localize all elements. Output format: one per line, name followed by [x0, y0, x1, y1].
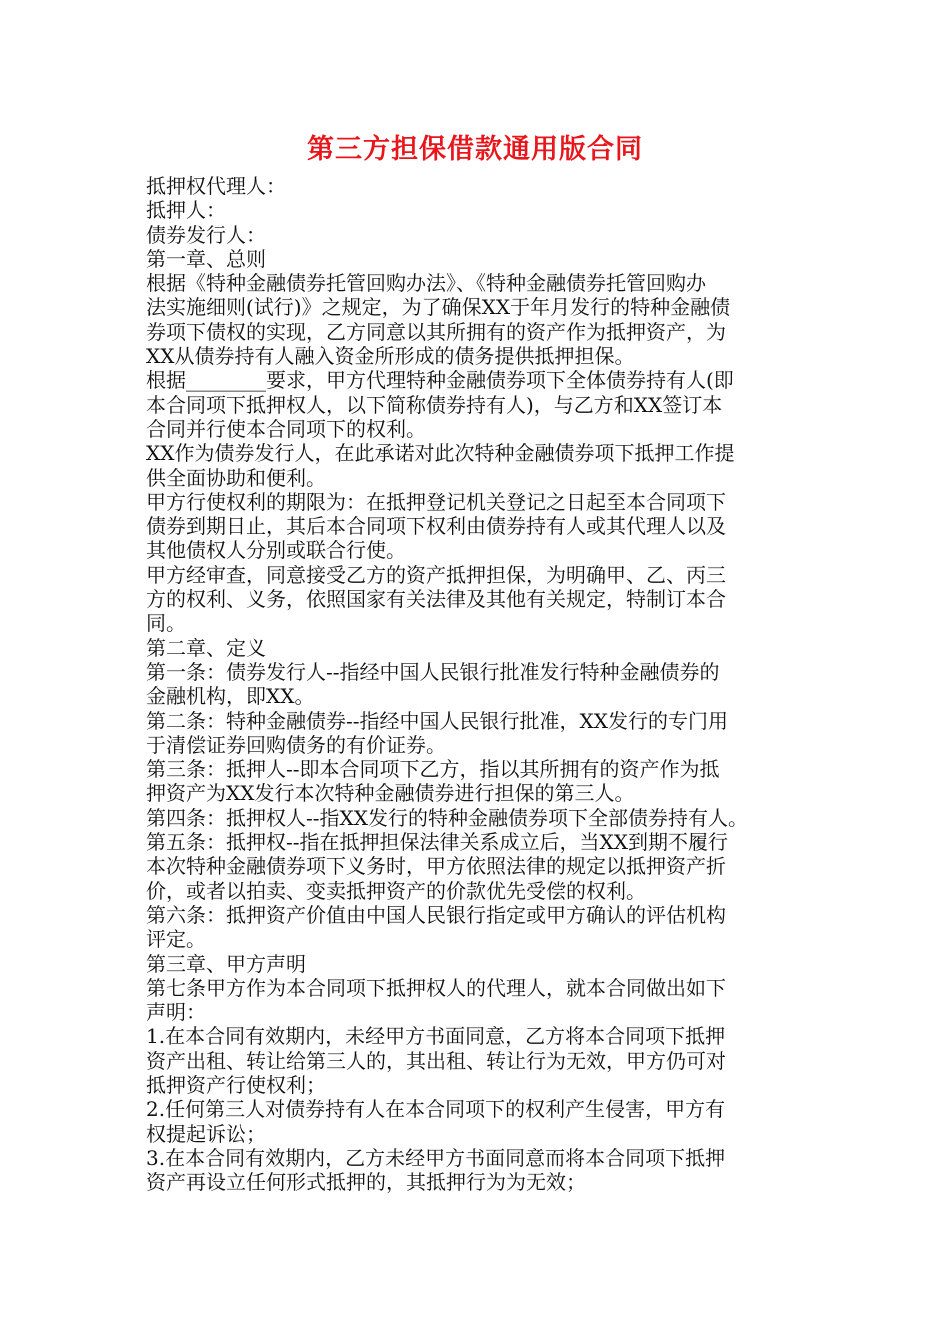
- text-line: 第三条：抵押人--即本合同项下乙方，指以其所拥有的资产作为抵: [146, 757, 720, 782]
- text-line: 抵押资产行使权利；: [146, 1072, 326, 1097]
- text-line: 同。: [146, 611, 186, 636]
- text-line: 债券发行人：: [146, 222, 266, 247]
- text-line: 法实施细则(试行)》之规定，为了确保XX于年月发行的特种金融债: [146, 295, 731, 320]
- text-line: 于清偿证券回购债务的有价证券。: [146, 732, 446, 757]
- text-line: 甲方行使权利的期限为：在抵押登记机关登记之日起至本合同项下: [146, 489, 726, 514]
- text-line: XX作为债券发行人，在此承诺对此次特种金融债券项下抵押工作提: [146, 441, 735, 466]
- text-line: 债券到期日止，其后本合同项下权利由债券持有人或其代理人以及: [146, 514, 726, 539]
- text-line: 第四条：抵押权人--指XX发行的特种金融债券项下全部债券持有人。: [146, 805, 748, 830]
- text-line: 第一条：债券发行人--指经中国人民银行批准发行特种金融债券的: [146, 659, 720, 684]
- text-line: 本次特种金融债券项下义务时，甲方依照法律的规定以抵押资产折: [146, 854, 726, 879]
- text-line: 抵押人：: [146, 198, 226, 223]
- text-line: 其他债权人分别或联合行使。: [146, 538, 406, 563]
- text-line: 第五条：抵押权--指在抵押担保法律关系成立后，当XX到期不履行: [146, 830, 728, 855]
- text-line: 1.在本合同有效期内，未经甲方书面同意，乙方将本合同项下抵押: [146, 1024, 726, 1049]
- text-line: 权提起诉讼；: [146, 1121, 266, 1146]
- text-line: 资产出租、转让给第三人的，其出租、转让行为无效，甲方仍可对: [146, 1048, 726, 1073]
- text-line: 本合同项下抵押权人，以下简称债券持有人)，与乙方和XX签订本: [146, 392, 723, 417]
- text-line: 第七条甲方作为本合同项下抵押权人的代理人，就本合同做出如下: [146, 975, 726, 1000]
- document-title: 第三方担保借款通用版合同: [307, 134, 643, 165]
- text-line: XX从债券持有人融入资金所形成的债务提供抵押担保。: [146, 344, 635, 369]
- text-line: 评定。: [146, 927, 206, 952]
- text-line: 价，或者以拍卖、变卖抵押资产的价款优先受偿的权利。: [146, 878, 646, 903]
- text-line: 第二章、定义: [146, 635, 266, 660]
- text-line: 第一章、总则: [146, 246, 266, 271]
- text-line: 抵押权代理人：: [146, 174, 286, 198]
- text-line: 根据________要求，甲方代理特种金融债券项下全体债券持有人(即: [146, 368, 734, 393]
- text-line: 第二条：特种金融债券--指经中国人民银行批准，XX发行的专门用: [146, 708, 728, 733]
- text-line: 押资产为XX发行本次特种金融债券进行担保的第三人。: [146, 781, 635, 806]
- text-line: 2.任何第三人对债券持有人在本合同项下的权利产生侵害，甲方有: [146, 1097, 726, 1122]
- text-line: 甲方经审查，同意接受乙方的资产抵押担保，为明确甲、乙、丙三: [146, 562, 726, 587]
- text-line: 合同并行使本合同项下的权利。: [146, 416, 426, 441]
- text-line: 第六条：抵押资产价值由中国人民银行指定或甲方确认的评估机构: [146, 902, 726, 927]
- text-line: 声明：: [146, 1000, 206, 1025]
- text-line: 3.在本合同有效期内，乙方未经甲方书面同意而将本合同项下抵押: [146, 1145, 726, 1170]
- text-line: 第三章、甲方声明: [146, 951, 306, 976]
- text-line: 金融机构，即XX。: [146, 684, 315, 709]
- text-line: 供全面协助和便利。: [146, 465, 326, 490]
- document-body: [146, 174, 816, 1194]
- text-line: 根据《特种金融债券托管回购办法》、《特种金融债券托管回购办: [146, 271, 706, 296]
- text-line: 资产再设立任何形式抵押的，其抵押行为为无效；: [146, 1170, 586, 1195]
- text-line: 券项下债权的实现，乙方同意以其所拥有的资产作为抵押资产，为: [146, 319, 726, 344]
- text-line: 方的权利、义务，依照国家有关法律及其他有关规定，特制订本合: [146, 587, 726, 612]
